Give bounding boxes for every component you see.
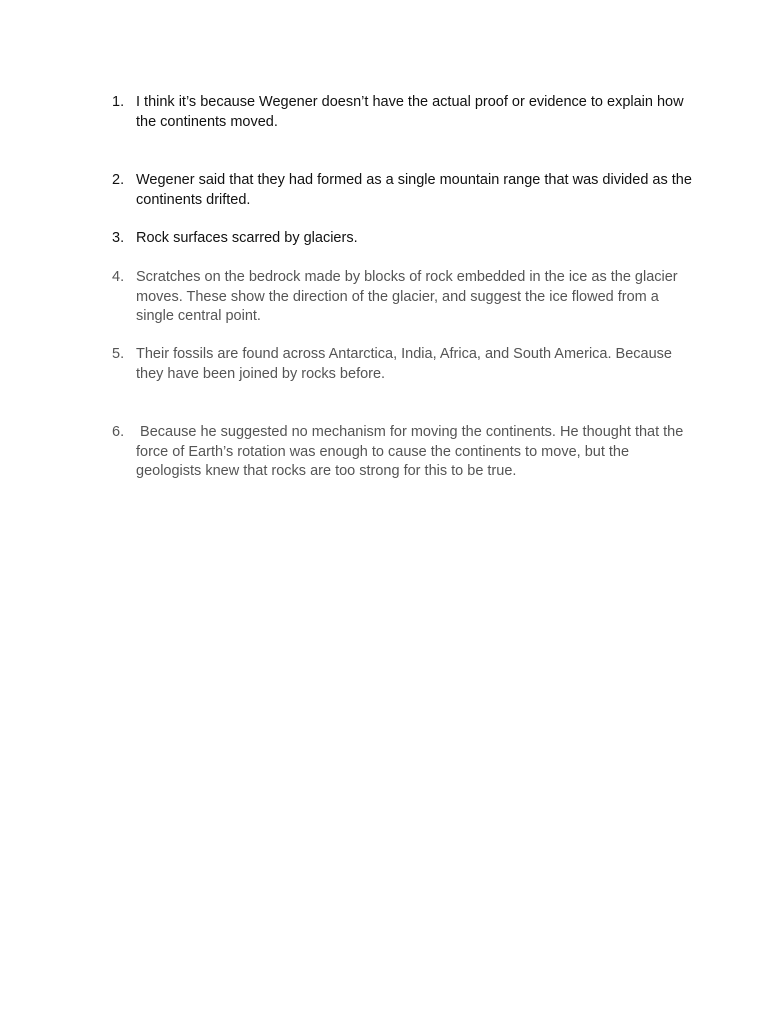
answer-text: Rock surfaces scarred by glaciers.	[136, 230, 358, 246]
answer-text: Wegener said that they had formed as a single mountain range that was divided as the continents drifted.	[136, 172, 692, 208]
answer-number: 1.	[112, 94, 125, 110]
answer-text: Their fossils are found across Antarctica, India, Africa, and South America. Because they have been joined by rocks before.	[136, 346, 672, 382]
answer-number: 6.	[112, 424, 125, 440]
answer-text: Scratches on the bedrock made by blocks of rock embedded in the ice as the glacier moves. These show the direction of the glacier, and suggest the ice flowed from a single central point.	[136, 269, 678, 324]
answer-number: 2.	[112, 172, 125, 188]
answer-text: Because he suggested no mechanism for moving the continents. He thought that the force of Earth’s rotation was enough to cause the continents to move, but the geologists knew that rocks are too strong for this to be true.	[136, 424, 688, 479]
answer-item-5	[112, 345, 692, 384]
answer-number: 3.	[112, 230, 125, 246]
answer-item-6	[112, 423, 692, 482]
answer-item-1	[112, 93, 692, 132]
answer-number: 4.	[112, 269, 125, 285]
answer-item-3	[112, 229, 692, 249]
answer-item-2	[112, 171, 692, 210]
answer-number: 5.	[112, 346, 125, 362]
answer-item-4	[112, 268, 692, 327]
answer-text: I think it’s because Wegener doesn’t have the actual proof or evidence to explain how the continents moved.	[136, 94, 684, 130]
